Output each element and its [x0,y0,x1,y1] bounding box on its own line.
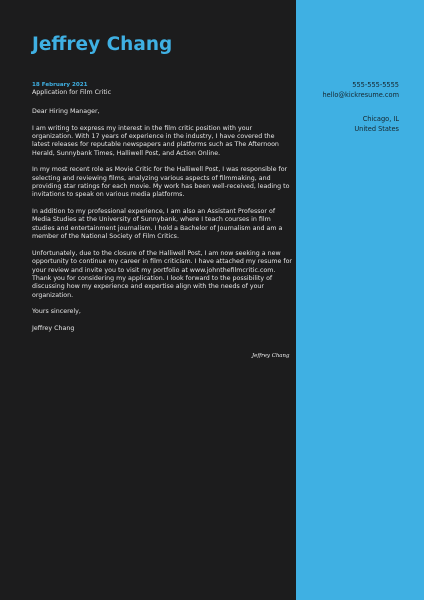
signoff-name: Jeffrey Chang [32,325,75,333]
paragraph-1: I am writing to express my interest in the film critic position with your organization. With 17 years of experience in the industry, I have covered the latest releases for reputable newspapers and platforms such as The Afternoon Herald, Sunnybank Times, Halliwell Post, and Action Online. [32,124,279,157]
closing: Yours sincerely, [32,308,81,316]
letter-body [32,108,294,342]
paragraph-3: In addition to my professional experience, I am also an Assistant Professor of Media Studies at the University of Sunnybank, where I teach courses in film studies and entertainment journalism. I hold a Bachelor of Journalism and am a member of the National Society of Film Critics. [32,208,283,241]
city: Chicago, IL [362,115,399,123]
handwritten-signature: Jeffrey Chang [252,353,290,359]
email-address: hello@kickresume.com [322,90,399,99]
applicant-name: Jeffrey Chang [32,34,173,55]
location-block [354,115,399,134]
paragraph-2: In my most recent role as Movie Critic for the Halliwell Post, I was responsible for selecting and reviewing films, analyzing various aspects of filmmaking, and providing star ratings for each movie. My work has been well-received, leading to invitations to speak on various media platforms. [32,166,290,199]
paragraph-4: Unfortunately, due to the closure of the Halliwell Post, I am now seeking a new opportunity to continue my career in film criticism. I have attached my resume for your review and invite you to visit my portfolio at www.johnthefilmcritic.com. Thank you for considering my application. I look forward to the possibility of discussing how my experience and expertise align with the needs of your organization. [32,249,293,299]
greeting: Dear Hiring Manager, [32,108,100,115]
country: United States [354,124,399,133]
phone-number: 555-555-5555 [352,81,399,89]
letter-date: 18 February 2021 [32,82,88,88]
letter-subject: Application for Film Critic [32,89,112,96]
contact-block [322,81,399,100]
